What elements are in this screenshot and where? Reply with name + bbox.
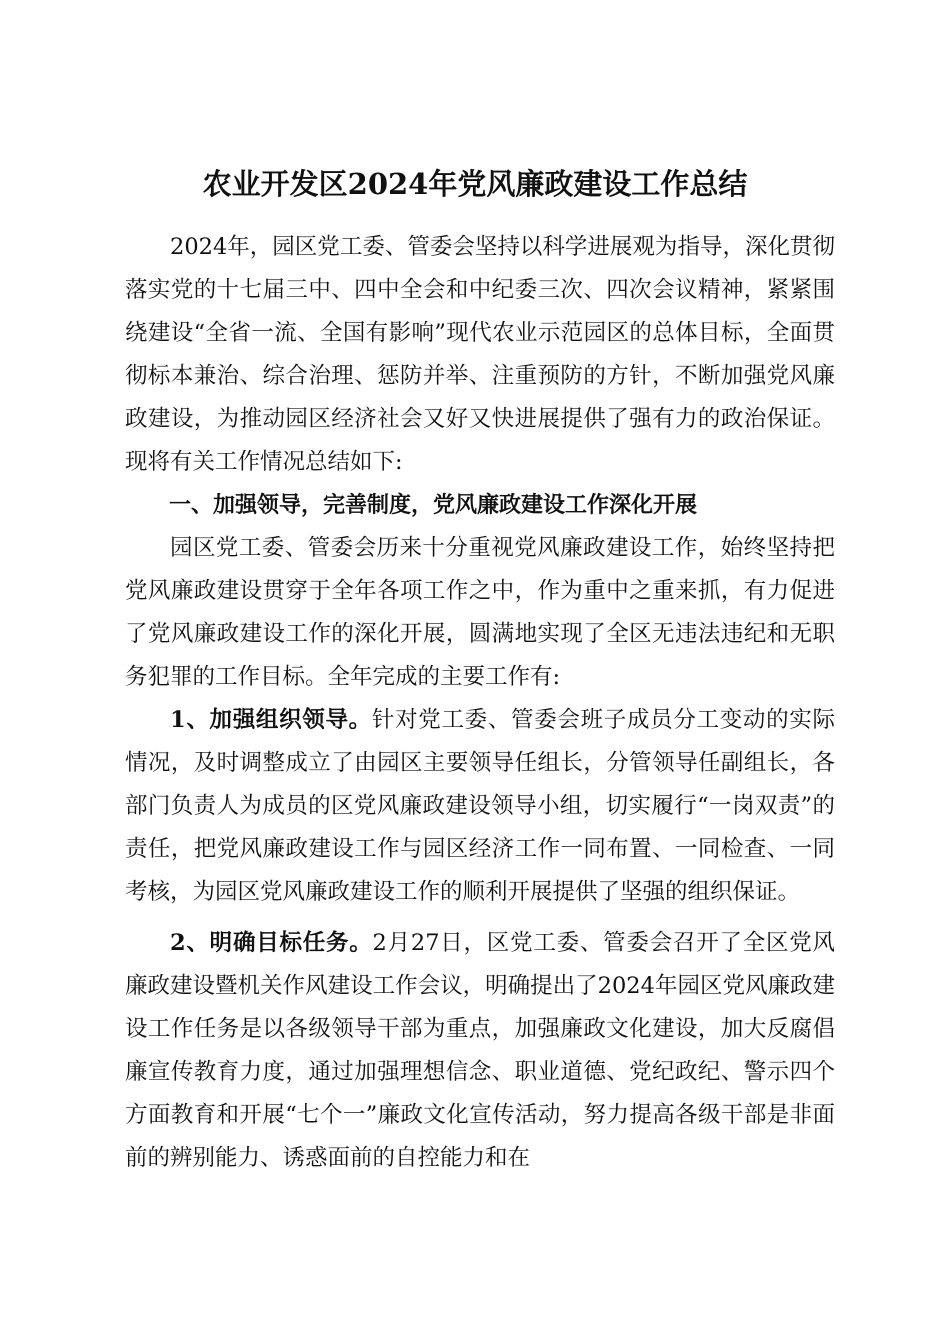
- item-2-text: 2月27日，区党工委、管委会召开了全区党风廉政建设暨机关作风建设工作会议，明确提出了2024年园区党风廉政建设工作任务是以各级领导干部为重点，加强廉政文化建设，加大反腐倡廉宣传教育力度，通过加强理想信念、职业道德、党纪政纪、警示四个方面教育和开展“七个一”廉政文化宣传活动，努力提高各级干部是非面前的辨别能力、诱惑面前的自控能力和在: [125, 930, 836, 1171]
- item-2-paragraph: [125, 922, 835, 1180]
- section-1-paragraph: 园区党工委、管委会历来十分重视党风廉政建设工作，始终坚持把党风廉政建设贯穿于全年各项工作之中，作为重中之重来抓，有力促进了党风廉政建设工作的深化开展，圆满地实现了全区无违法违纪和无职务犯罪的工作目标。全年完成的主要工作有:: [125, 535, 835, 690]
- item-2-lead: 2、明确目标任务。: [170, 930, 373, 956]
- item-1-text: 针对党工委、管委会班子成员分工变动的实际情况，及时调整成立了由园区主要领导任组长，分管领导任副组长，各部门负责人为成员的区党风廉政建设领导小组，切实履行“一岗双责”的责任，把党风廉政建设工作与园区经济工作一同布置、一同检查、一同考核，为园区党风廉政建设工作的顺利开展提供了坚强的组织保证。: [125, 707, 835, 905]
- item-1-paragraph: [125, 699, 835, 914]
- document-title: 农业开发区2024年党风廉政建设工作总结: [202, 167, 748, 201]
- section-heading-1: 一、加强领导，完善制度，党风廉政建设工作深化开展: [169, 493, 698, 518]
- document-body: [125, 226, 835, 1180]
- intro-paragraph: 2024年，园区党工委、管委会坚持以科学进展观为指导，深化贯彻落实党的十七届三中、四中全会和中纪委三次、四次会议精神，紧紧围绕建设“全省一流、全国有影响”现代农业示范园区的总体目标，全面贯彻标本兼治、综合治理、惩防并举、注重预防的方针，不断加强党风廉政建设，为推动园区经济社会又好又快进展提供了强有力的政治保证。现将有关工作情况总结如下:: [125, 234, 835, 475]
- item-1-lead: 1、加强组织领导。: [170, 707, 372, 733]
